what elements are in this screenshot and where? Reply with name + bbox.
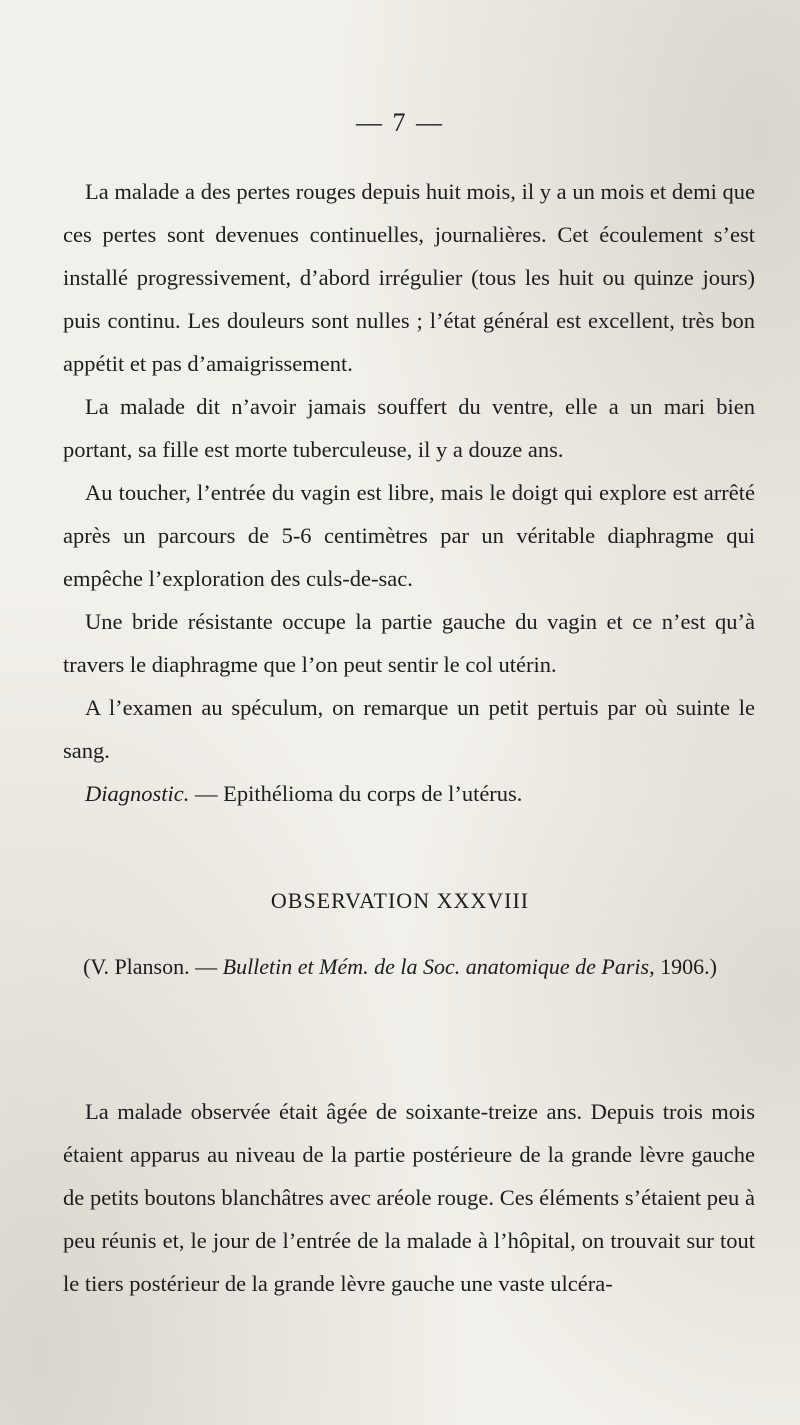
paragraph-observation: La malade observée était âgée de soixante-treize ans. Depuis trois mois étaient apparus au niveau de la partie postérieure de la grande lèvre gauche de petits boutons blanchâtres avec aréole rouge. Ces éléments s’étaient peu à peu réunis et, le jour de l’entrée de la malade à l’hôpital, on trouvait sur tout le tiers postérieur de la grande lèvre gauche une vaste ulcéra- <box>63 1099 755 1296</box>
paragraph-symptoms: La malade a des pertes rouges depuis huit mois, il y a un mois et demi que ces pertes sont devenues continuelles, journalières. Cet écoulement s’est installé progressivement, d’abord irrégulier (tous les huit ou quinze jours) puis continu. Les douleurs sont nulles ; l’état général est excellent, très bon appétit et pas d’amaigrissement. <box>63 179 755 376</box>
observation-text <box>63 1090 755 1305</box>
diagnosis-text: — Epithélioma du corps de l’utérus. <box>189 781 523 806</box>
page-number: — 7 — <box>356 108 444 137</box>
case-description <box>63 170 755 815</box>
paragraph-speculum: A l’examen au spéculum, on remarque un petit pertuis par où suinte le sang. <box>63 695 755 763</box>
citation-year: , 1906.) <box>649 954 717 979</box>
diagnosis-label: Diagnostic. <box>85 781 190 806</box>
paragraph-palpation: Au toucher, l’entrée du vagin est libre, mais le doigt qui explore est arrêté après un parcours de 5-6 centimètres par un véritable diaphragme qui empêche l’exploration des culs-de-sac. <box>63 480 755 591</box>
citation <box>0 945 800 988</box>
citation-title: Bulletin et Mém. de la Soc. anatomique de Paris <box>222 954 650 979</box>
citation-author: (V. Planson. — <box>83 954 223 979</box>
paragraph-diagnosis <box>63 772 755 815</box>
observation-heading: OBSERVATION XXXVIII <box>270 888 530 913</box>
paragraph-bride: Une bride résistante occupe la partie gauche du vagin et ce n’est qu’à travers le diaphragme que l’on peut sentir le col utérin. <box>63 609 755 677</box>
paragraph-history: La malade dit n’avoir jamais souffert du ventre, elle a un mari bien portant, sa fille est morte tuberculeuse, il y a douze ans. <box>63 394 755 462</box>
